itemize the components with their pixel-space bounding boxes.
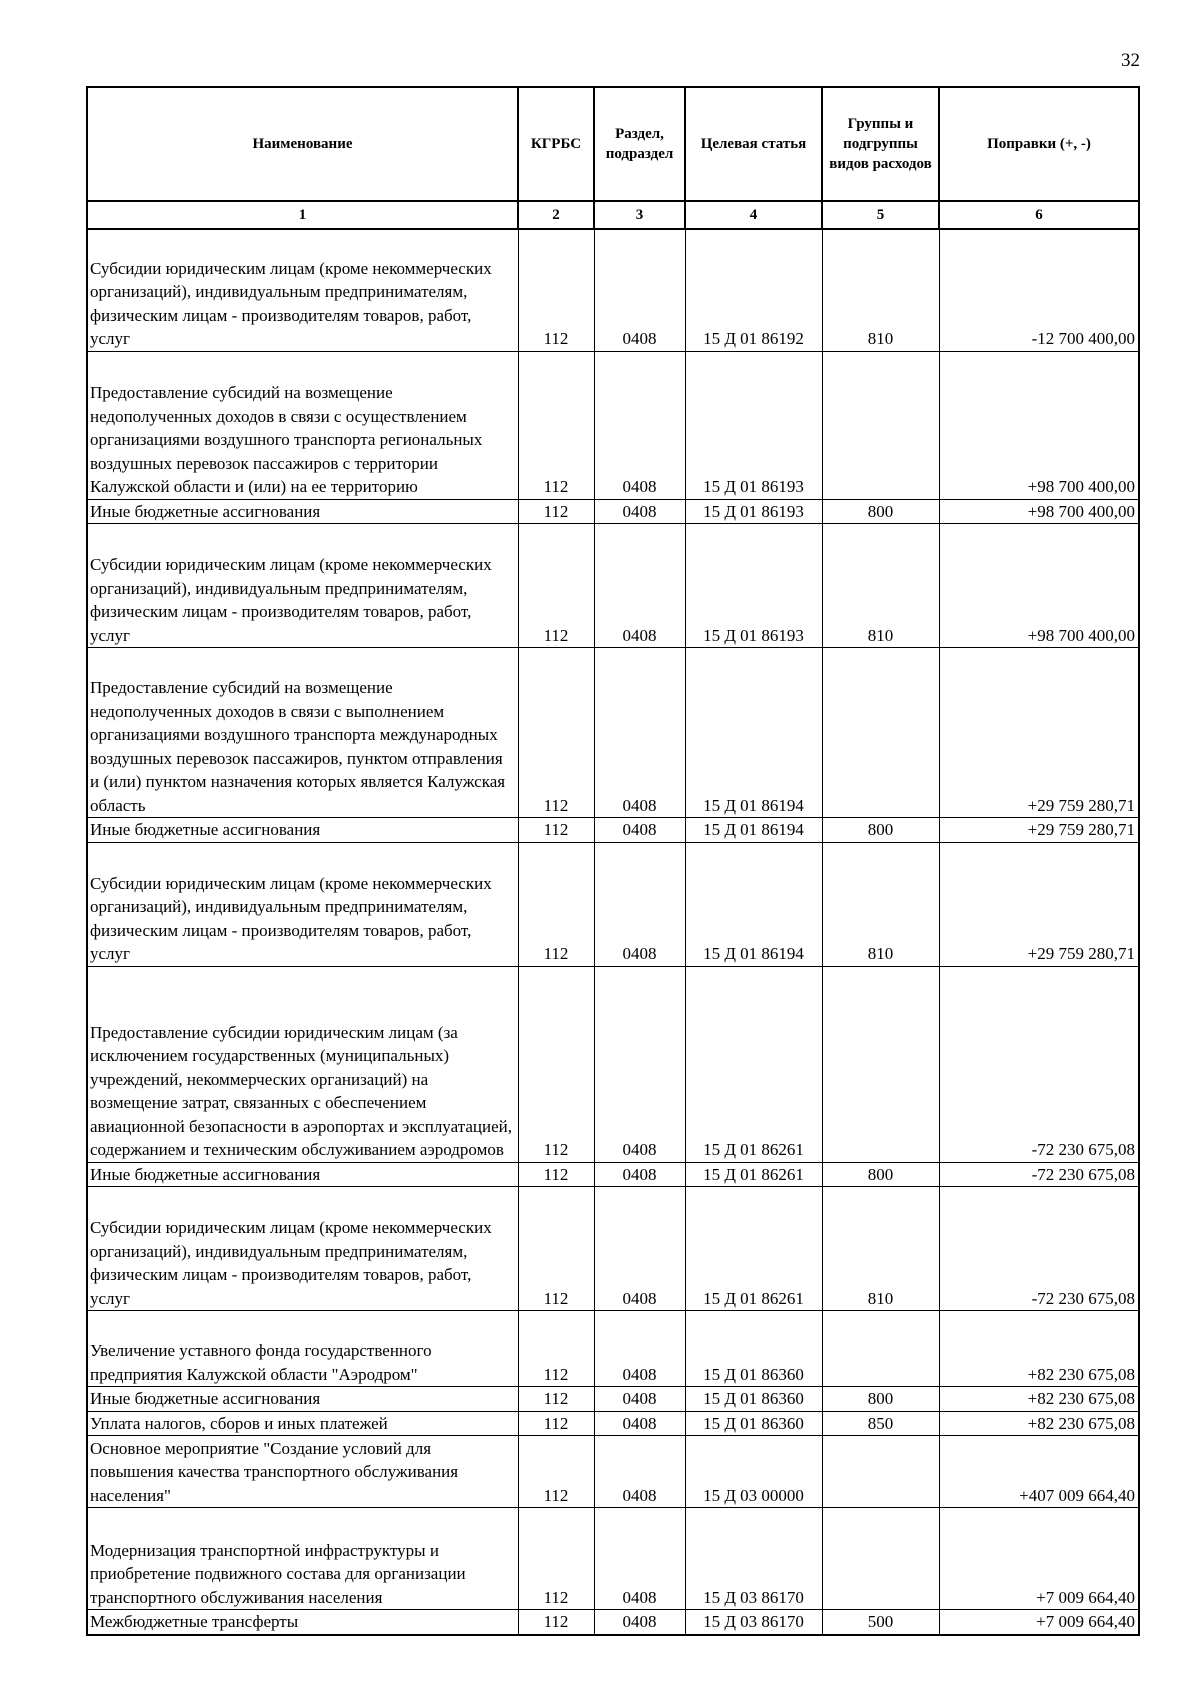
budget-table [86,86,1140,1636]
row-target-item: 15 Д 03 86170 [685,1610,822,1635]
row-expense-group [822,648,939,818]
row-section: 0408 [594,1162,685,1187]
row-kgrbs: 112 [518,1187,594,1311]
header-kgrbs: КГРБС [518,87,594,201]
row-kgrbs: 112 [518,1162,594,1187]
row-amount: +82 230 675,08 [939,1411,1139,1436]
row-kgrbs: 112 [518,818,594,843]
row-amount: +407 009 664,40 [939,1436,1139,1508]
row-expense-group: 800 [822,499,939,524]
row-amount: -12 700 400,00 [939,229,1139,351]
row-name: Предоставление субсидии юридическим лицам (за исключением государственных (муниципальных) учреждений, некоммерческих организаций) на возмещение затрат, связанных с обеспечением авиационной безопасности в аэропортах и эксплуатацией, содержанием и техническим обслуживанием аэродромов [87,966,518,1162]
header-amendments: Поправки (+, -) [939,87,1139,201]
row-expense-group [822,351,939,499]
table-row [87,1610,1139,1635]
row-section: 0408 [594,524,685,648]
row-amount: +98 700 400,00 [939,499,1139,524]
table-row [87,1387,1139,1412]
row-amount: +29 759 280,71 [939,818,1139,843]
row-expense-group [822,966,939,1162]
row-target-item: 15 Д 01 86360 [685,1411,822,1436]
row-expense-group [822,1436,939,1508]
column-number: 5 [822,201,939,229]
table-row [87,1436,1139,1508]
row-target-item: 15 Д 01 86193 [685,351,822,499]
row-target-item: 15 Д 03 00000 [685,1436,822,1508]
table-row [87,1508,1139,1610]
row-target-item: 15 Д 01 86360 [685,1387,822,1412]
row-section: 0408 [594,818,685,843]
row-name: Предоставление субсидий на возмещение недополученных доходов в связи с выполнением организациями воздушного транспорта международных воздушных перевозок пассажиров, пунктом отправления и (или) пунктом назначения которых является Калужская область [87,648,518,818]
row-expense-group: 810 [822,1187,939,1311]
row-kgrbs: 112 [518,524,594,648]
row-kgrbs: 112 [518,1387,594,1412]
table-body [87,229,1139,1635]
row-name: Основное мероприятие "Создание условий для повышения качества транспортного обслуживания населения" [87,1436,518,1508]
row-section: 0408 [594,499,685,524]
row-name: Субсидии юридическим лицам (кроме некоммерческих организаций), индивидуальным предпринимателям, физическим лицам - производителям товаров, работ, услуг [87,842,518,966]
row-kgrbs: 112 [518,1610,594,1635]
table-row [87,524,1139,648]
row-target-item: 15 Д 01 86194 [685,648,822,818]
table-row [87,842,1139,966]
row-section: 0408 [594,1311,685,1387]
header-section: Раздел, подраздел [594,87,685,201]
row-section: 0408 [594,648,685,818]
row-section: 0408 [594,351,685,499]
row-expense-group: 800 [822,818,939,843]
header-row [87,87,1139,201]
table-row [87,351,1139,499]
row-expense-group: 810 [822,842,939,966]
column-number: 6 [939,201,1139,229]
row-name: Иные бюджетные ассигнования [87,499,518,524]
row-target-item: 15 Д 01 86360 [685,1311,822,1387]
row-kgrbs: 112 [518,648,594,818]
row-name: Увеличение уставного фонда государственного предприятия Калужской области "Аэродром" [87,1311,518,1387]
row-amount: +98 700 400,00 [939,351,1139,499]
row-name: Модернизация транспортной инфраструктуры и приобретение подвижного состава для организации транспортного обслуживания населения [87,1508,518,1610]
table-row [87,648,1139,818]
row-target-item: 15 Д 03 86170 [685,1508,822,1610]
row-name: Межбюджетные трансферты [87,1610,518,1635]
row-section: 0408 [594,1411,685,1436]
row-amount: +98 700 400,00 [939,524,1139,648]
row-section: 0408 [594,1508,685,1610]
row-section: 0408 [594,842,685,966]
row-target-item: 15 Д 01 86194 [685,818,822,843]
row-expense-group: 500 [822,1610,939,1635]
page-number: 32 [1121,50,1140,71]
row-target-item: 15 Д 01 86194 [685,842,822,966]
row-target-item: 15 Д 01 86192 [685,229,822,351]
row-kgrbs: 112 [518,966,594,1162]
row-kgrbs: 112 [518,1508,594,1610]
table-row [87,499,1139,524]
row-kgrbs: 112 [518,229,594,351]
row-target-item: 15 Д 01 86261 [685,1162,822,1187]
row-name: Субсидии юридическим лицам (кроме некоммерческих организаций), индивидуальным предпринимателям, физическим лицам - производителям товаров, работ, услуг [87,524,518,648]
row-amount: +82 230 675,08 [939,1387,1139,1412]
row-amount: +29 759 280,71 [939,842,1139,966]
row-amount: -72 230 675,08 [939,966,1139,1162]
row-expense-group: 850 [822,1411,939,1436]
row-amount: -72 230 675,08 [939,1162,1139,1187]
table-row [87,966,1139,1162]
row-amount: -72 230 675,08 [939,1187,1139,1311]
header-expense-group: Группы и подгруппы видов расходов [822,87,939,201]
row-section: 0408 [594,1187,685,1311]
row-expense-group: 810 [822,229,939,351]
row-name: Предоставление субсидий на возмещение недополученных доходов в связи с осуществлением организациями воздушного транспорта региональных воздушных перевозок пассажиров с территории Калужской области и (или) на ее территорию [87,351,518,499]
row-section: 0408 [594,229,685,351]
row-name: Иные бюджетные ассигнования [87,1162,518,1187]
header-target-item: Целевая статья [685,87,822,201]
row-kgrbs: 112 [518,842,594,966]
row-kgrbs: 112 [518,351,594,499]
row-amount: +7 009 664,40 [939,1610,1139,1635]
row-target-item: 15 Д 01 86193 [685,524,822,648]
row-target-item: 15 Д 01 86261 [685,1187,822,1311]
header-name: Наименование [87,87,518,201]
row-expense-group: 810 [822,524,939,648]
row-amount: +7 009 664,40 [939,1508,1139,1610]
row-kgrbs: 112 [518,1311,594,1387]
table-row [87,1187,1139,1311]
column-number: 1 [87,201,518,229]
row-name: Субсидии юридическим лицам (кроме некоммерческих организаций), индивидуальным предпринимателям, физическим лицам - производителям товаров, работ, услуг [87,1187,518,1311]
row-kgrbs: 112 [518,499,594,524]
row-name: Иные бюджетные ассигнования [87,818,518,843]
row-section: 0408 [594,966,685,1162]
table-row [87,1162,1139,1187]
row-kgrbs: 112 [518,1411,594,1436]
row-section: 0408 [594,1610,685,1635]
row-name: Иные бюджетные ассигнования [87,1387,518,1412]
row-expense-group [822,1508,939,1610]
column-number: 3 [594,201,685,229]
column-number-row [87,201,1139,229]
row-name: Субсидии юридическим лицам (кроме некоммерческих организаций), индивидуальным предпринимателям, физическим лицам - производителям товаров, работ, услуг [87,229,518,351]
row-expense-group: 800 [822,1162,939,1187]
column-number: 4 [685,201,822,229]
table-row [87,1311,1139,1387]
row-expense-group [822,1311,939,1387]
row-name: Уплата налогов, сборов и иных платежей [87,1411,518,1436]
row-target-item: 15 Д 01 86261 [685,966,822,1162]
row-target-item: 15 Д 01 86193 [685,499,822,524]
row-section: 0408 [594,1436,685,1508]
table-row [87,1411,1139,1436]
row-amount: +29 759 280,71 [939,648,1139,818]
row-amount: +82 230 675,08 [939,1311,1139,1387]
table-row [87,818,1139,843]
row-section: 0408 [594,1387,685,1412]
row-expense-group: 800 [822,1387,939,1412]
row-kgrbs: 112 [518,1436,594,1508]
table-row [87,229,1139,351]
column-number: 2 [518,201,594,229]
